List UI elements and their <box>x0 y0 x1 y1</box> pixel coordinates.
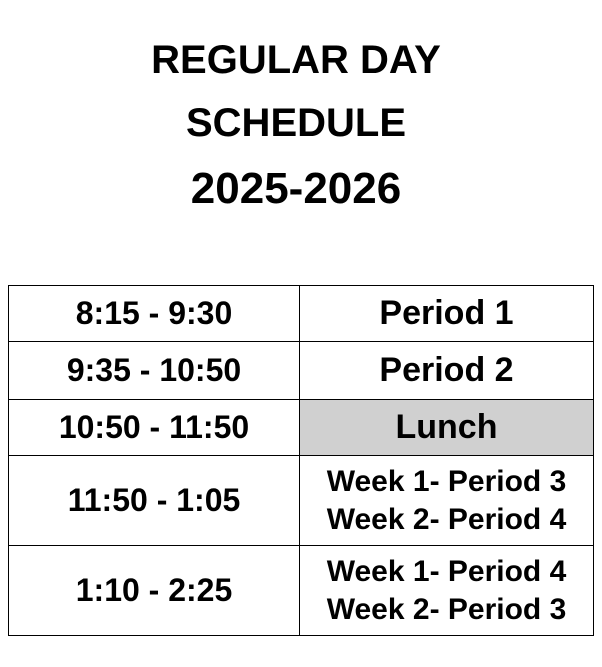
schedule-row <box>9 286 594 342</box>
time-cell: 10:50 - 11:50 <box>9 400 300 456</box>
period-cell <box>300 456 594 546</box>
title-line-1: REGULAR DAY <box>151 38 441 82</box>
schedule-row <box>9 456 594 546</box>
schedule-row <box>9 342 594 400</box>
period-line: Week 2- Period 3 <box>326 592 567 626</box>
title-line-2: SCHEDULE <box>185 101 407 145</box>
schedule-table <box>8 285 594 636</box>
period-cell: Period 2 <box>300 342 594 400</box>
time-cell: 8:15 - 9:30 <box>9 286 300 342</box>
title-year: 2025-2026 <box>190 164 402 213</box>
schedule-row <box>9 546 594 636</box>
schedule-row <box>9 400 594 456</box>
period-cell: Period 1 <box>300 286 594 342</box>
period-cell <box>300 546 594 636</box>
time-cell: 9:35 - 10:50 <box>9 342 300 400</box>
lunch-cell: Lunch <box>300 400 594 456</box>
period-line: Week 2- Period 4 <box>326 502 567 536</box>
time-cell: 1:10 - 2:25 <box>9 546 300 636</box>
period-line: Week 1- Period 3 <box>326 464 567 498</box>
time-cell: 11:50 - 1:05 <box>9 456 300 546</box>
period-line: Week 1- Period 4 <box>326 554 567 588</box>
